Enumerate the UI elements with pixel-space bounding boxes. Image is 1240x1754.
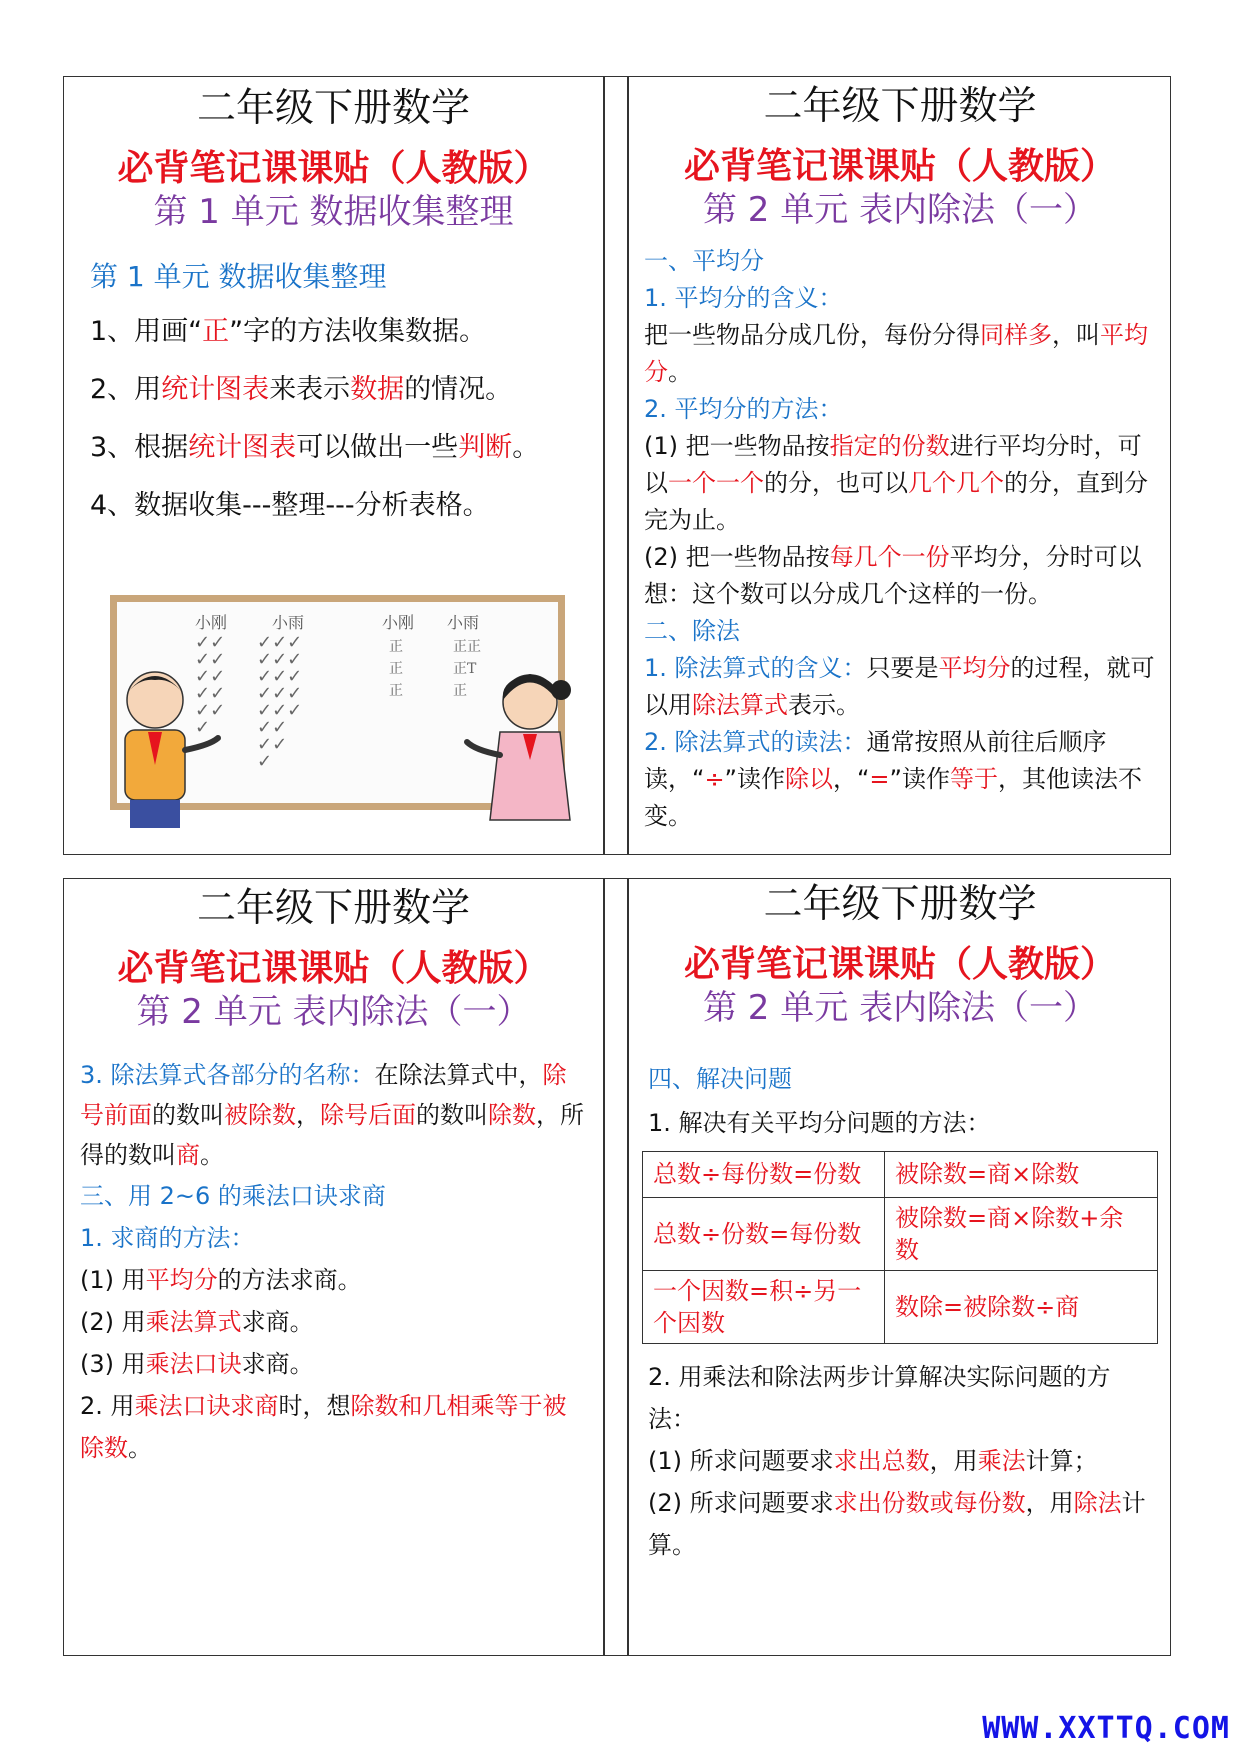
table-cell: 被除数=商×除数 — [885, 1151, 1158, 1197]
girl-illustration-icon — [455, 660, 585, 830]
unit-title: 第 1 单元 数据收集整理 — [153, 191, 514, 232]
formula-table — [642, 1151, 1158, 1344]
top-divider-right — [627, 76, 629, 855]
tally-mark: 正 — [389, 639, 403, 655]
paragraph: (1) 把一些物品按指定的份数进行平均分时，可以一个一个的分，也可以几个几个的分，直到分完为止。 — [644, 431, 1148, 534]
list-item: (2) 所求问题要求求出份数或每份数，用除法计算。 — [648, 1488, 1146, 1559]
board-label: 小雨 — [272, 613, 305, 632]
check-marks-icon: ✓✓ ✓✓ ✓✓ ✓✓ ✓✓ ✓ — [195, 632, 226, 738]
series-title: 必背笔记课课贴（人教版） — [117, 947, 550, 989]
list-item: (2) 用乘法算式求商。 — [80, 1307, 314, 1336]
tally-mark: 正 — [389, 683, 403, 699]
list-item: 4、数据收集---整理---分析表格。 — [90, 489, 490, 521]
board-label: 小刚 — [382, 613, 415, 632]
board-label: 小刚 — [195, 613, 228, 632]
card-unit2-part3 — [632, 882, 1168, 1653]
tally-mark: 正 — [453, 683, 467, 699]
table-cell: 总数÷份数=每份数 — [643, 1197, 885, 1270]
grade-title: 二年级下册数学 — [196, 86, 470, 131]
list-item: 2、用统计图表来表示数据的情况。 — [90, 373, 513, 405]
subsection-heading: 1. 平均分的含义： — [644, 283, 843, 312]
site-watermark: WWW.XXTTQ.COM — [982, 1711, 1230, 1746]
paragraph: 2. 用乘法口诀求商时，想除数和几相乘等于被除数。 — [80, 1391, 567, 1462]
list-item: 3、根据统计图表可以做出一些判断。 — [90, 431, 540, 463]
section-heading: 一、平均分 — [644, 246, 764, 275]
series-title: 必背笔记课课贴（人教版） — [683, 943, 1116, 985]
board-label: 小雨 — [447, 613, 480, 632]
section-heading: 第 1 单元 数据收集整理 — [90, 259, 387, 293]
table-row — [643, 1270, 1158, 1343]
series-title: 必背笔记课课贴（人教版） — [117, 147, 550, 189]
section-heading: 三、用 2~6 的乘法口诀求商 — [80, 1181, 386, 1210]
list-item: (1) 所求问题要求求出总数，用乘法计算； — [648, 1446, 1098, 1475]
list-item: 1、用画“正”字的方法收集数据。 — [90, 315, 487, 347]
card-unit2-part2 — [66, 882, 601, 1653]
paragraph: 1. 解决有关平均分问题的方法： — [648, 1108, 991, 1137]
list-item: (1) 用平均分的方法求商。 — [80, 1265, 362, 1294]
card-unit2-part1 — [632, 80, 1168, 852]
subsection-heading: 1. 求商的方法： — [80, 1223, 255, 1252]
unit-title: 第 2 单元 表内除法（一） — [136, 991, 531, 1032]
unit-title: 第 2 单元 表内除法（一） — [702, 987, 1098, 1028]
tally-mark: 正正 — [453, 639, 481, 655]
top-divider-left — [603, 76, 605, 855]
table-row — [643, 1151, 1158, 1197]
table-cell: 被除数=商×除数+余数 — [885, 1197, 1158, 1270]
paragraph: (2) 把一些物品按每几个一份平均分，分时可以想：这个数可以分成几个这样的一份。 — [644, 542, 1142, 608]
paragraph: 2. 用乘法和除法两步计算解决实际问题的方法： — [648, 1362, 1111, 1433]
boy-illustration-icon — [100, 660, 230, 830]
paragraph: 1. 除法算式的含义：只要是平均分的过程，就可以用除法算式表示。 — [644, 653, 1155, 719]
subsection-heading: 2. 平均分的方法： — [644, 394, 843, 423]
paragraph: 2. 除法算式的读法：通常按照从前往后顺序读，“÷”读作除以，“=”读作等于，其他读法不变。 — [644, 727, 1142, 830]
table-cell: 数除=被除数÷商 — [885, 1270, 1158, 1343]
bottom-divider-right — [627, 878, 629, 1656]
section-heading: 四、解决问题 — [648, 1064, 792, 1093]
bottom-divider-left — [603, 878, 605, 1656]
table-cell: 总数÷每份数=份数 — [643, 1151, 885, 1197]
paragraph: 3. 除法算式各部分的名称：在除法算式中，除号前面的数叫被除数，除号后面的数叫除数，所得的数叫商。 — [80, 1060, 584, 1169]
table-cell: 一个因数=积÷另一个因数 — [643, 1270, 885, 1343]
grade-title: 二年级下册数学 — [763, 882, 1037, 927]
grade-title: 二年级下册数学 — [763, 84, 1037, 129]
series-title: 必背笔记课课贴（人教版） — [683, 145, 1116, 187]
list-item: (3) 用乘法口诀求商。 — [80, 1349, 314, 1378]
tally-mark: 正T — [453, 661, 477, 677]
unit-title: 第 2 单元 表内除法（一） — [702, 189, 1098, 230]
tally-mark: 正 — [389, 661, 403, 677]
paragraph: 把一些物品分成几份，每份分得同样多，叫平均分。 — [644, 320, 1148, 386]
grade-title: 二年级下册数学 — [196, 886, 470, 931]
section-heading: 二、除法 — [644, 616, 740, 645]
table-row — [643, 1197, 1158, 1270]
check-marks-icon: ✓✓✓ ✓✓✓ ✓✓✓ ✓✓✓ ✓✓✓ ✓✓ ✓✓ ✓ — [257, 632, 303, 772]
